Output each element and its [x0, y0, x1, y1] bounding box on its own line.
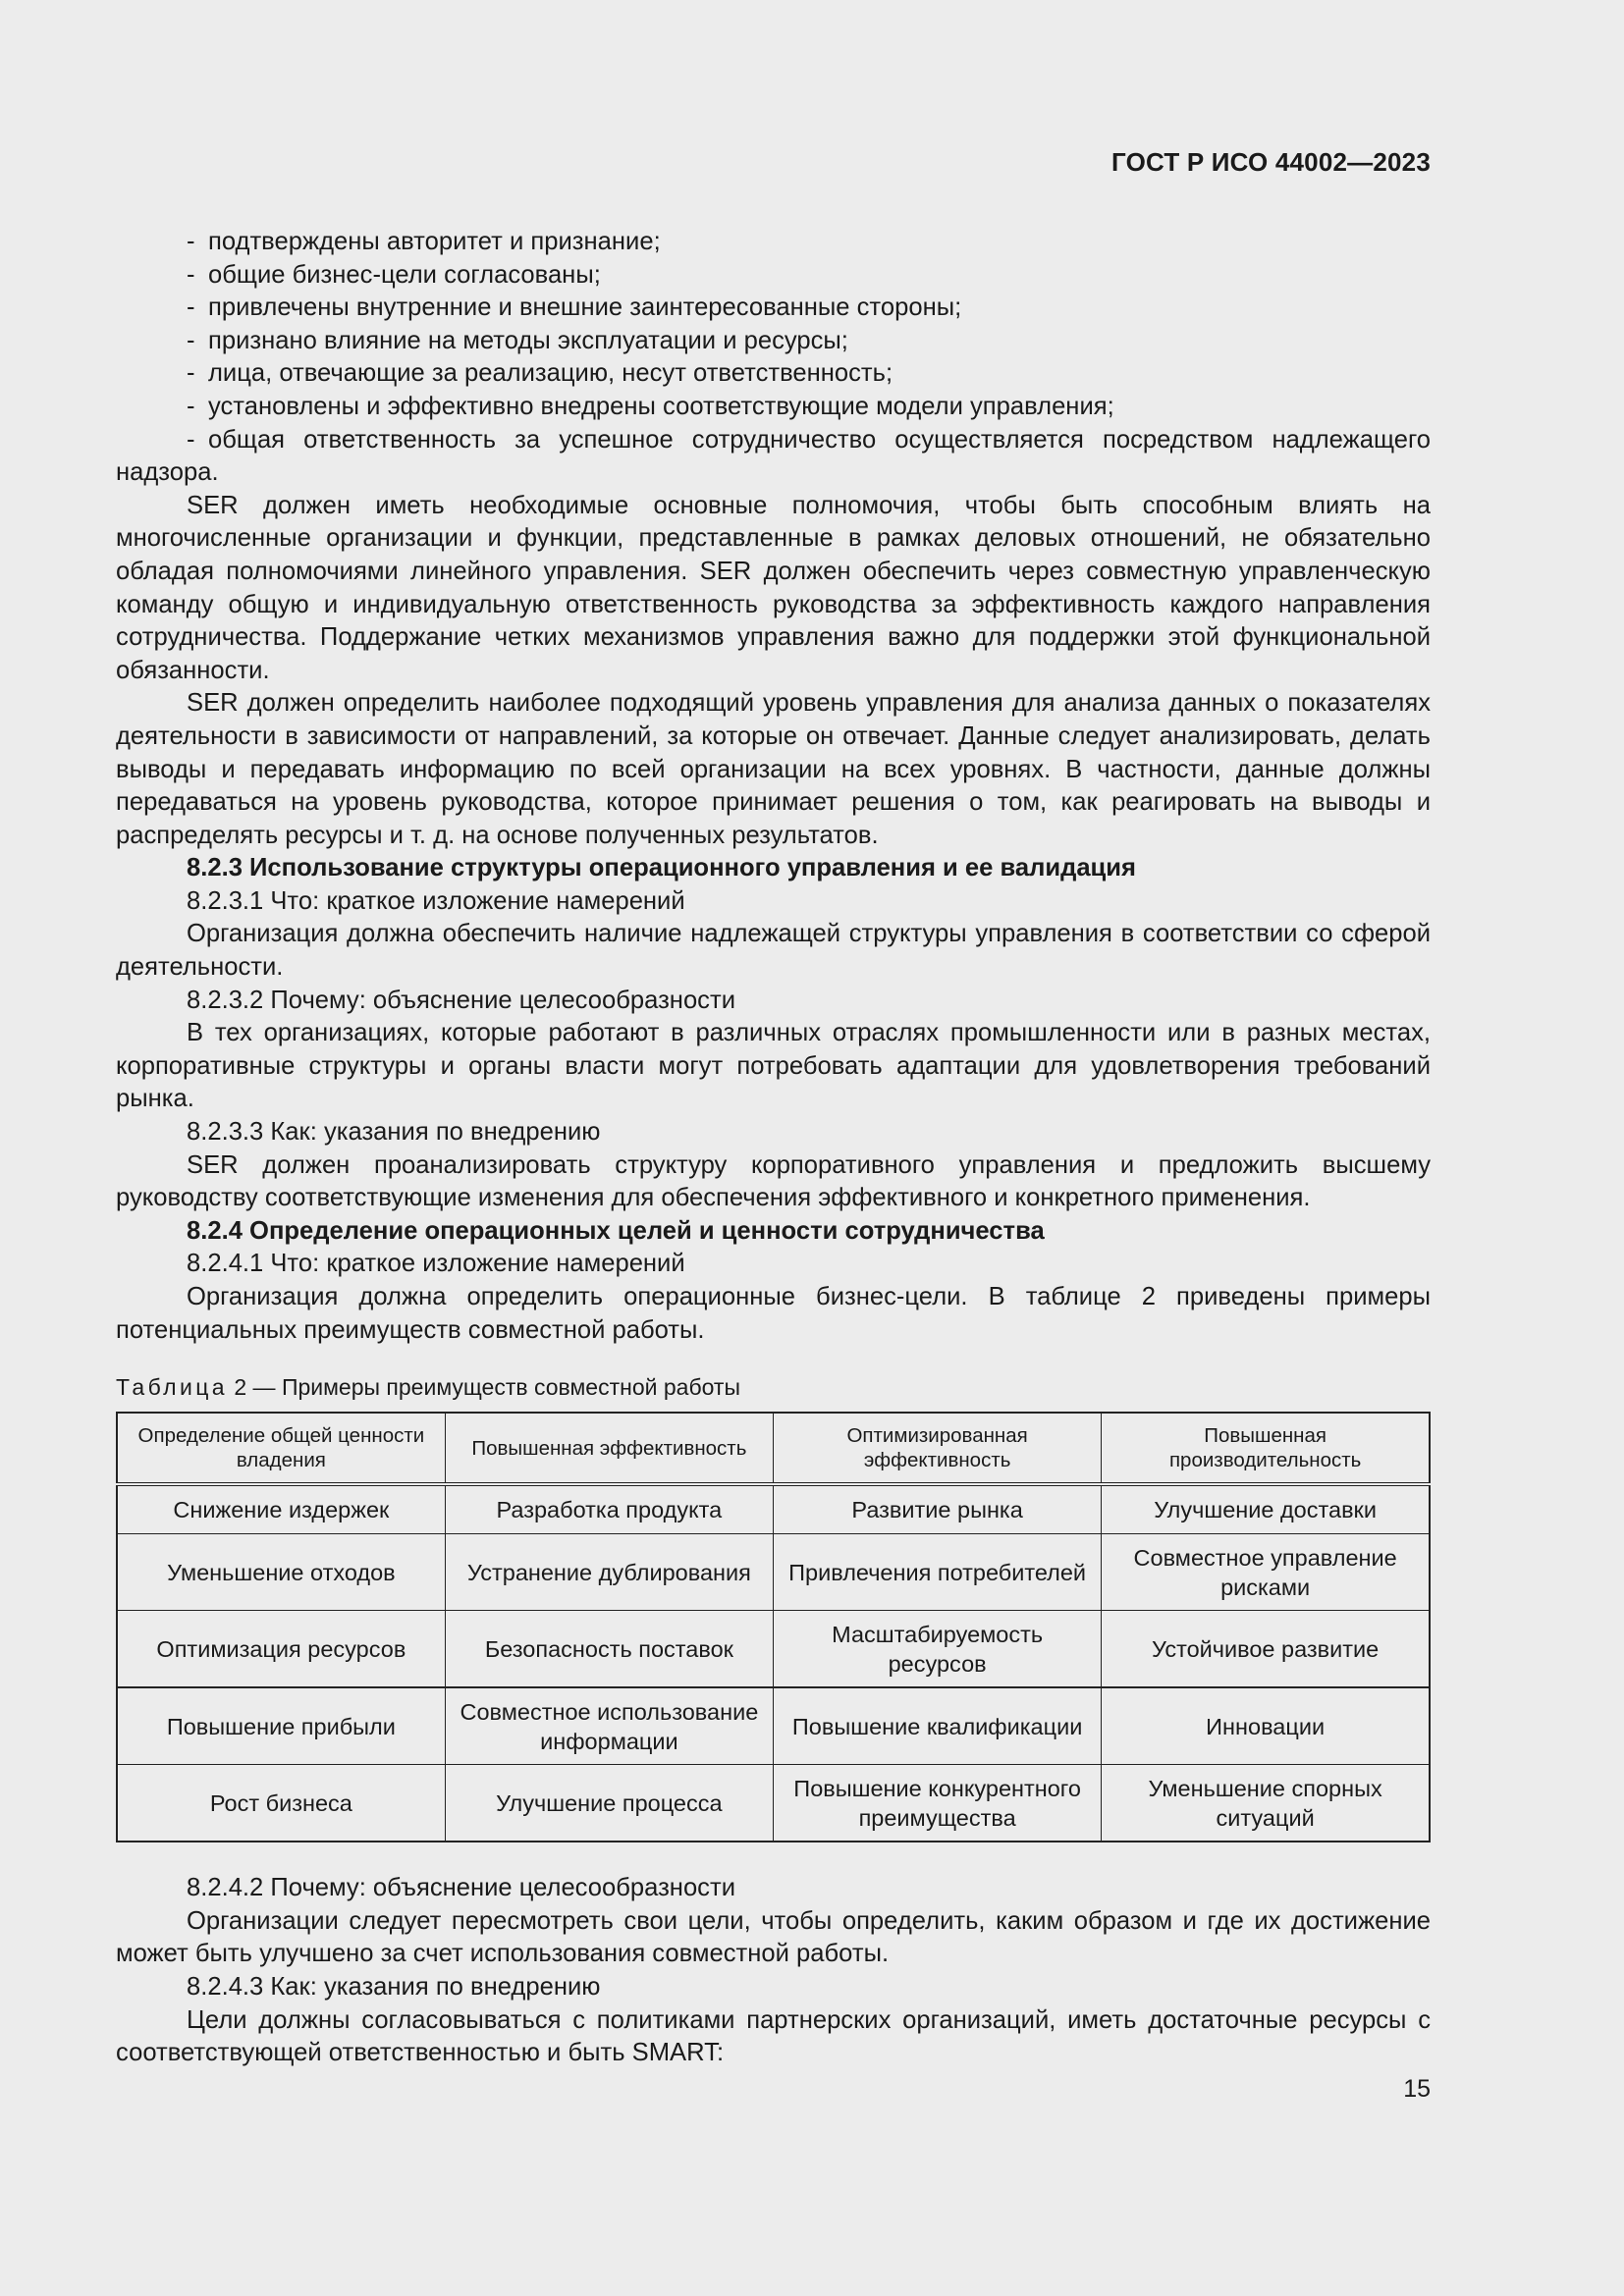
- section-heading-8-2-4: 8.2.4 Определение операционных целей и ценности сотрудничества: [187, 1216, 1045, 1245]
- table-row: [117, 1611, 1430, 1688]
- table-cell: Совместное управление рисками: [1102, 1534, 1430, 1611]
- table-cell: Безопасность поставок: [445, 1611, 773, 1688]
- table-cell: Инновации: [1102, 1687, 1430, 1765]
- bullet-dash: -: [187, 326, 195, 354]
- subsection-text-8-2-3-3: SER должен проанализировать структуру корпоративного управления и предложить высшему руководству соответствующие изменения для обеспечения эффективного и конкретного применения.: [116, 1150, 1431, 1212]
- table-cell: Развитие рынка: [774, 1484, 1102, 1534]
- bullet-dash: -: [187, 294, 195, 322]
- bullet-item: - общие бизнес-цели согласованы;: [116, 259, 1431, 293]
- paragraph-ser-data: SER должен определить наиболее подходящий уровень управления для анализа данных о показателях деятельности в зависимости от направлений, за которые он отвечает. Данные следует анализировать, делать выводы и передавать информацию по всей организации на всех уровнях. В частности, данные должны передаваться на уровень руководства, которое принимает решения о том, как реагировать на выводы и распределять ресурсы и т. д. на основе полученных результатов.: [116, 689, 1431, 849]
- table-cell: Масштабируемость ресурсов: [774, 1611, 1102, 1688]
- table-cell: Рост бизнеса: [117, 1765, 445, 1842]
- bullet-item: - привлечены внутренние и внешние заинтересованные стороны;: [116, 292, 1431, 325]
- subsection-title-8-2-3-1: 8.2.3.1 Что: краткое изложение намерений: [187, 886, 685, 915]
- bullet-dash: -: [187, 260, 195, 289]
- bullet-dash: -: [187, 425, 195, 454]
- subsection-text-8-2-4-1: Организация должна определить операционные бизнес-цели. В таблице 2 приведены примеры потенциальных преимуществ совместной работы.: [116, 1283, 1431, 1344]
- bullet-item: - подтверждены авторитет и признание;: [116, 226, 1431, 259]
- table-header-cell: Оптимизированная эффективность: [774, 1413, 1102, 1484]
- subsection-title-8-2-4-1: 8.2.4.1 Что: краткое изложение намерений: [187, 1250, 685, 1278]
- table-cell: Повышение квалификации: [774, 1687, 1102, 1765]
- table-cell: Уменьшение спорных ситуаций: [1102, 1765, 1430, 1842]
- table-cell: Снижение издержек: [117, 1484, 445, 1534]
- table-cell: Уменьшение отходов: [117, 1534, 445, 1611]
- table-cell: Устранение дублирования: [445, 1534, 773, 1611]
- bullet-item: - общая ответственность за успешное сотрудничество осуществляется посредством надлежащего надзора.: [116, 425, 1431, 487]
- table-caption: Таблица 2 — Примеры преимуществ совместной работы: [116, 1374, 740, 1401]
- page-number: 15: [1403, 2075, 1431, 2103]
- table-cell: Совместное использование информации: [445, 1687, 773, 1765]
- table-header-cell: Определение общей ценности владения: [117, 1413, 445, 1484]
- table-cell: Повышение прибыли: [117, 1687, 445, 1765]
- section-heading-8-2-3: 8.2.3 Использование структуры операционного управления и ее валидация: [187, 854, 1136, 882]
- bullet-dash: -: [187, 392, 195, 420]
- benefits-table: [116, 1412, 1431, 1842]
- bullet-item: - установлены и эффективно внедрены соответствующие модели управления;: [116, 391, 1431, 424]
- table-row: [117, 1765, 1430, 1842]
- subsection-title-8-2-4-2: 8.2.4.2 Почему: объяснение целесообразности: [187, 1874, 735, 1902]
- subsection-text-8-2-3-2: В тех организациях, которые работают в различных отраслях промышленности или в разных местах, корпоративные структуры и органы власти могут потребовать адаптации для удовлетворения требований рынка.: [116, 1019, 1431, 1113]
- paragraph-ser-authority: SER должен иметь необходимые основные полномочия, чтобы быть способным влиять на многочисленные организации и функции, представленные в рамках деловых отношений, не обязательно обладая полномочиями линейного управления. SER должен обеспечить через совместную управленческую команду общую и индивидуальную ответственность руководства за эффективность каждого направления сотрудничества. Поддержание четких механизмов управления важно для поддержки этой функциональной обязанности.: [116, 491, 1431, 684]
- table-cell: Разработка продукта: [445, 1484, 773, 1534]
- bullet-item: - признано влияние на методы эксплуатации и ресурсы;: [116, 325, 1431, 358]
- table-header-cell: Повышенная эффективность: [445, 1413, 773, 1484]
- document-body: [116, 226, 1431, 2070]
- bullet-item: - лица, отвечающие за реализацию, несут ответственность;: [116, 357, 1431, 391]
- table-cell: Повышение конкурентного преимущества: [774, 1765, 1102, 1842]
- table-cell: Привлечения потребителей: [774, 1534, 1102, 1611]
- subsection-title-8-2-3-2: 8.2.3.2 Почему: объяснение целесообразности: [187, 986, 735, 1014]
- table-header-cell: Повышенная производительность: [1102, 1413, 1430, 1484]
- document-header: ГОСТ Р ИСО 44002—2023: [1110, 147, 1431, 177]
- table-cell: Улучшение процесса: [445, 1765, 773, 1842]
- table-header-row: [117, 1413, 1430, 1484]
- table-row: [117, 1534, 1430, 1611]
- subsection-text-8-2-4-3: Цели должны согласовываться с политиками партнерских организаций, иметь достаточные ресурсы с соответствующей ответственностью и быть SMART:: [116, 2005, 1431, 2067]
- table-cell: Улучшение доставки: [1102, 1484, 1430, 1534]
- subsection-text-8-2-3-1: Организация должна обеспечить наличие надлежащей структуры управления в соответствии со сферой деятельности.: [116, 920, 1431, 982]
- subsection-title-8-2-3-3: 8.2.3.3 Как: указания по внедрению: [187, 1118, 601, 1147]
- table-row: [117, 1484, 1430, 1534]
- bullet-dash: -: [187, 228, 195, 255]
- table-cell: Устойчивое развитие: [1102, 1611, 1430, 1688]
- bullet-dash: -: [187, 359, 195, 388]
- subsection-title-8-2-4-3: 8.2.4.3 Как: указания по внедрению: [187, 1972, 601, 2001]
- table-cell: Оптимизация ресурсов: [117, 1611, 445, 1688]
- subsection-text-8-2-4-2: Организации следует пересмотреть свои цели, чтобы определить, каким образом и где их достижение может быть улучшено за счет использования совместной работы.: [116, 1906, 1431, 1968]
- table-row: [117, 1687, 1430, 1765]
